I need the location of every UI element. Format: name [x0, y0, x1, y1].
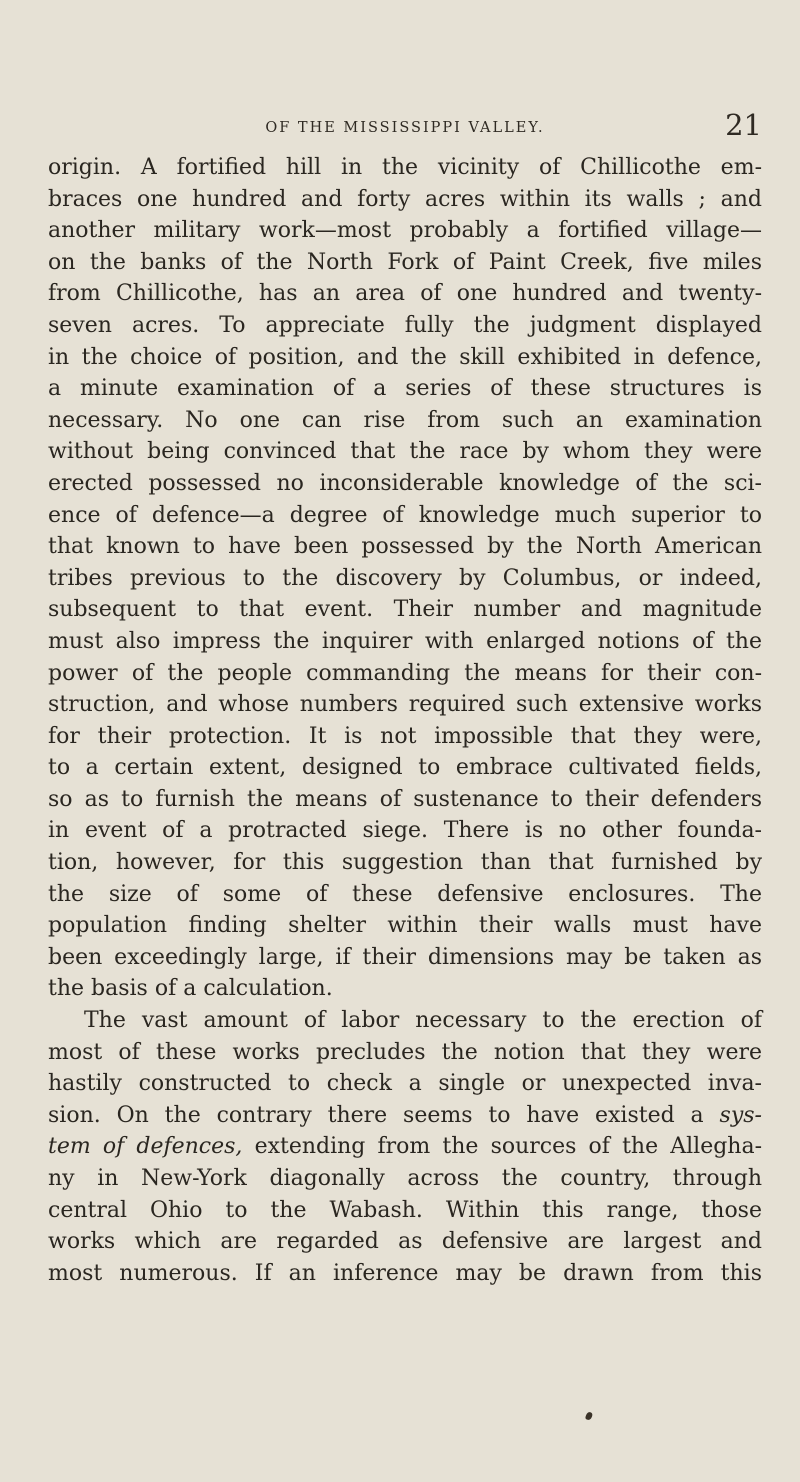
text-line: sion. On the contrary there seems to have existed a sys-: [48, 1102, 762, 1128]
text-line: for their protection. It is not impossible that they were,: [48, 723, 762, 749]
text-line: power of the people commanding the means for their con-: [48, 660, 762, 686]
text-line: works which are regarded as defensive are largest and: [48, 1229, 762, 1255]
text-line: necessary. No one can rise from such an examination: [48, 407, 762, 433]
text-line: most of these works precludes the notion that they were: [48, 1039, 762, 1065]
text-line: on the banks of the North Fork of Paint Creek, five miles: [48, 249, 762, 275]
ink-blot: [585, 1411, 593, 1421]
text-line: hastily constructed to check a single or unexpected inva-: [48, 1071, 762, 1097]
page-number: 21: [725, 108, 762, 142]
text-line: erected possessed no inconsiderable knowledge of the sci-: [48, 470, 762, 496]
text-line: the size of some of these defensive enclosures. The: [48, 881, 762, 907]
text-line: that known to have been possessed by the North American: [48, 534, 762, 560]
text-line: must also impress the inquirer with enlarged notions of the: [48, 628, 762, 654]
text-line: in event of a protracted siege. There is no other founda-: [48, 818, 762, 844]
text-line: another military work—most probably a fortified village—: [48, 218, 762, 244]
text-line: ny in New-York diagonally across the country, through: [48, 1166, 762, 1191]
text-line: origin. A fortified hill in the vicinity of Chillicothe em-: [48, 155, 762, 180]
text-line: central Ohio to the Wabash. Within this range, those: [48, 1197, 762, 1223]
text-line: been exceedingly large, if their dimensions may be taken as: [48, 944, 762, 970]
italic-text: tem of defences,: [48, 1134, 243, 1160]
text-line: seven acres. To appreciate fully the judgment displayed: [48, 312, 762, 338]
text-line: most numerous. If an inference may be drawn from this: [48, 1260, 762, 1286]
text-line: braces one hundred and forty acres within its walls ; and: [48, 186, 762, 212]
body-text: [48, 152, 762, 1289]
text-line: tem of defences, extending from the sources of the Allegha-: [48, 1134, 763, 1160]
text-line: ence of defence—a degree of knowledge much superior to: [48, 502, 762, 528]
text-line: from Chillicothe, has an area of one hundred and twenty-: [48, 281, 762, 307]
text-line: The vast amount of labor necessary to the erection of: [84, 1008, 762, 1034]
text-line: tribes previous to the discovery by Columbus, or indeed,: [48, 565, 762, 591]
text-line: a minute examination of a series of these structures is: [48, 376, 762, 402]
running-head: OF THE MISSISSIPPI VALLEY.: [265, 120, 545, 136]
text-line: so as to furnish the means of sustenance to their defenders: [48, 786, 762, 812]
text-line: subsequent to that event. Their number and magnitude: [48, 597, 762, 623]
text-line: population finding shelter within their walls must have: [48, 913, 762, 939]
text-line: to a certain extent, designed to embrace cultivated fields,: [48, 755, 762, 781]
text-line: the basis of a calculation.: [48, 976, 333, 1002]
text-line: in the choice of position, and the skill exhibited in defence,: [48, 344, 762, 370]
page-header: [48, 108, 762, 144]
text-line: without being convinced that the race by whom they were: [48, 439, 762, 465]
italic-text: sys-: [719, 1102, 762, 1128]
text-line: struction, and whose numbers required such extensive works: [48, 692, 762, 718]
text-line: tion, however, for this suggestion than that furnished by: [48, 850, 762, 876]
